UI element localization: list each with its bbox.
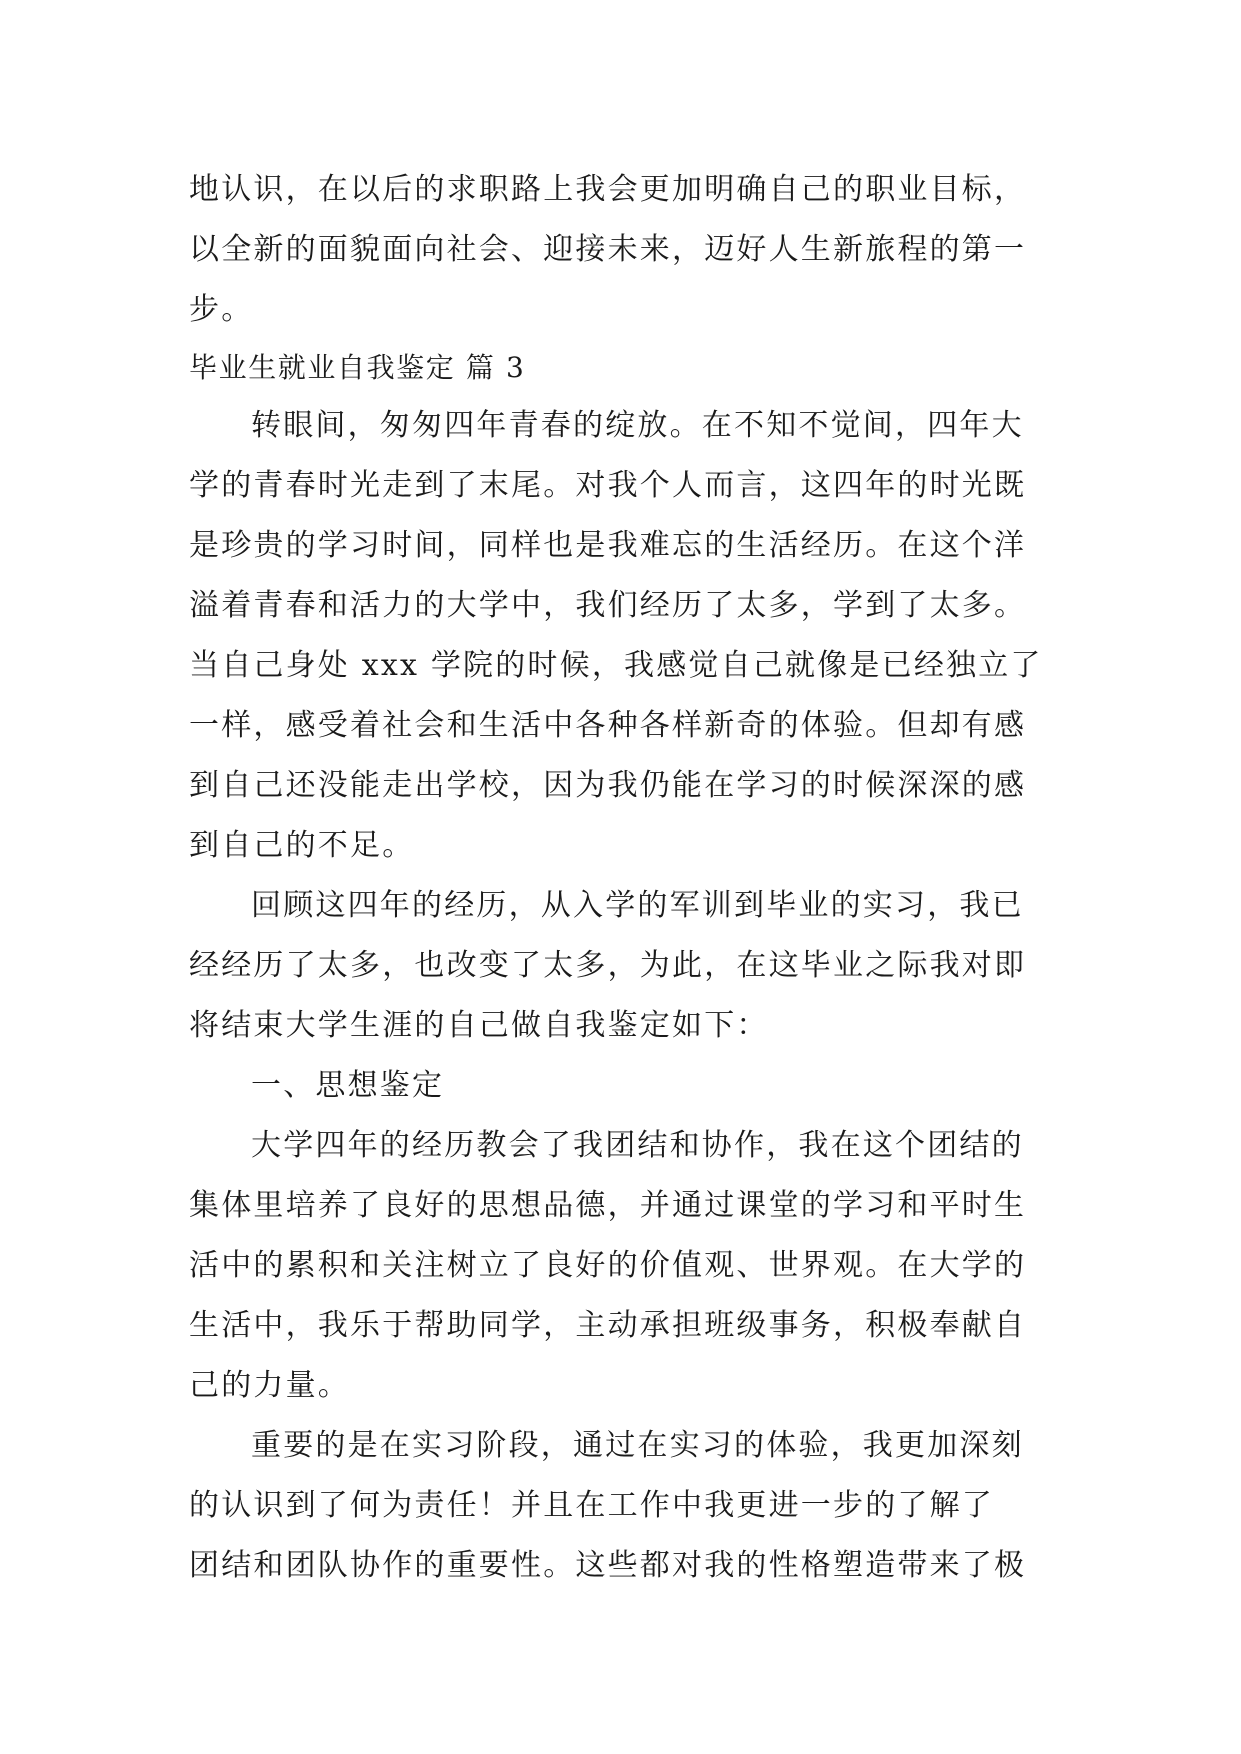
- text-line: 团结和团队协作的重要性。这些都对我的性格塑造带来了极: [189, 1548, 1027, 1583]
- paragraph-first-line: 转眼间，匆匆四年青春的绽放。在不知不觉间，四年大: [251, 408, 1024, 443]
- paragraph-first-line: 重要的是在实习阶段，通过在实习的体验，我更加深刻: [251, 1428, 1024, 1463]
- text-line: 一样，感受着社会和生活中各种各样新奇的体验。但却有感: [189, 708, 1027, 743]
- text-line: 集体里培养了良好的思想品德，并通过课堂的学习和平时生: [189, 1188, 1027, 1223]
- section-heading: 毕业生就业自我鉴定 篇 3: [189, 351, 526, 384]
- text-line: 步。: [189, 292, 254, 327]
- text-line: 经经历了太多，也改变了太多，为此，在这毕业之际我对即: [189, 948, 1027, 983]
- text-line: 到自己的不足。: [189, 828, 415, 863]
- text-line: 的认识到了何为责任！并且在工作中我更进一步的了解了: [189, 1488, 994, 1523]
- paragraph-first-line: 回顾这四年的经历，从入学的军训到毕业的实习，我已: [251, 888, 1024, 923]
- subsection-heading: 一、思想鉴定: [251, 1068, 445, 1103]
- text-line: 活中的累积和关注树立了良好的价值观、世界观。在大学的: [189, 1248, 1027, 1283]
- text-line: 以全新的面貌面向社会、迎接未来，迈好人生新旅程的第一: [189, 232, 1027, 267]
- text-line: 生活中，我乐于帮助同学，主动承担班级事务，积极奉献自: [189, 1308, 1027, 1343]
- text-line: 己的力量。: [189, 1368, 350, 1403]
- document-body: [189, 160, 1049, 1596]
- text-line: 是珍贵的学习时间，同样也是我难忘的生活经历。在这个洋: [189, 528, 1027, 563]
- text-line: 到自己还没能走出学校，因为我仍能在学习的时候深深的感: [189, 768, 1027, 803]
- text-line: 地认识，在以后的求职路上我会更加明确自己的职业目标，: [189, 172, 1027, 207]
- text-line: 将结束大学生涯的自己做自我鉴定如下：: [189, 1008, 769, 1043]
- paragraph-first-line: 大学四年的经历教会了我团结和协作，我在这个团结的: [251, 1128, 1024, 1163]
- text-line: 当自己身处 xxx 学院的时候，我感觉自己就像是已经独立了: [189, 648, 1043, 683]
- text-line: 学的青春时光走到了末尾。对我个人而言，这四年的时光既: [189, 468, 1027, 503]
- text-line: 溢着青春和活力的大学中，我们经历了太多，学到了太多。: [189, 588, 1027, 623]
